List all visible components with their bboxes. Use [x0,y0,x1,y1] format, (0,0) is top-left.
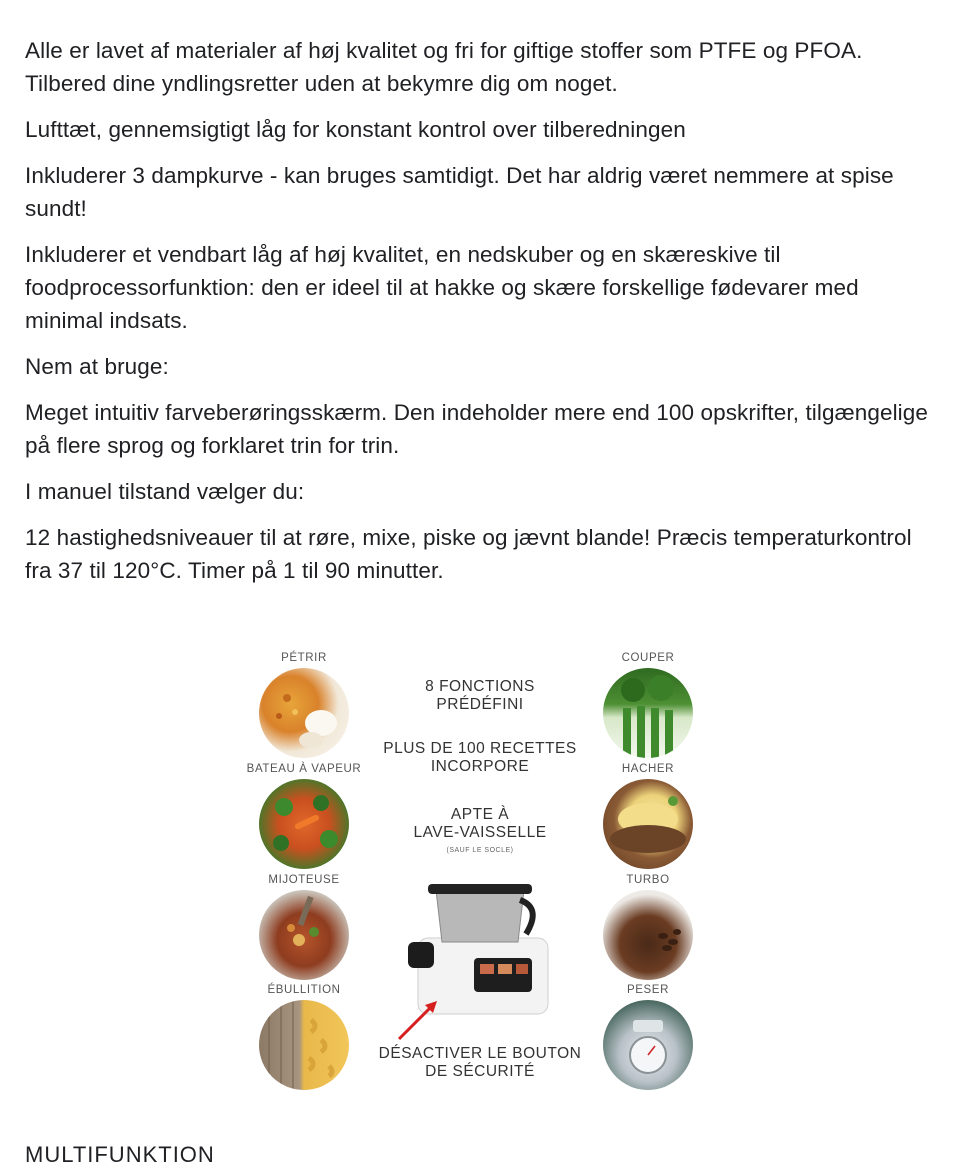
label-couper: COUPER [621,652,675,664]
paragraph-lid: Lufttæt, gennemsigtigt låg for konstant kontrol over tilberedningen [25,117,686,142]
paragraph-materials: Alle er lavet af materialer af høj kvalitet og fri for giftige stoffer som PTFE og PFOA. Tilbered dine yndlingsretter uden at bekymre dig om noget. [25,38,863,96]
minced-food-image [603,779,693,869]
functions-caption: 8 FONCTIONS PRÉDÉFINI [425,678,535,713]
paragraph-speed-levels: 12 hastighedsniveauer til at røre, mixe, piske og jævnt blande! Præcis temperaturkontrol fra 37 til 120°C. Timer på 1 til 90 minutter. [25,525,912,583]
safety-caption: DÉSACTIVER LE BOUTON DE SÉCURITÉ [378,1045,582,1080]
label-turbo: TURBO [626,874,670,886]
label-bateau-vapeur: BATEAU À VAPEUR [246,763,362,775]
label-petrir: PÉTRIR [281,652,327,664]
cutoff-heading: MULTIFUNKTION [25,1142,215,1167]
coffee-grounds-image [603,890,693,980]
paragraph-easy-use: Nem at bruge: [25,354,169,379]
pasta-image [259,1000,349,1090]
label-mijoteuse: MIJOTEUSE [268,874,340,886]
kitchen-scale-image [603,1000,693,1090]
paragraph-accessories: Inkluderer et vendbart låg af høj kvalitet, en nedskuber og en skæreskive til foodprocessorfunktion: den er ideel til at hakke og skære forskellige fødevarer med minimal indsats. [25,242,859,333]
dishwasher-caption: APTE À LAVE-VAISSELLE (SAUF LE SOCLE) [413,806,547,854]
product-feature-image [238,640,722,1102]
label-peser: PESER [627,984,669,996]
description-text [25,34,937,600]
dough-image [259,668,349,758]
label-ebullition: ÉBULLITION [267,984,341,996]
paragraph-manual-mode: I manuel tilstand vælger du: [25,479,305,504]
recipes-caption: PLUS DE 100 RECETTES INCORPORE [383,740,577,775]
steamed-vegetables-image [259,779,349,869]
paragraph-touchscreen: Meget intuitiv farveberøringsskærm. Den indeholder mere end 100 opskrifter, tilgængelige på flere sprog og forklaret trin for trin. [25,400,928,458]
stew-image [259,890,349,980]
paragraph-steam-baskets: Inkluderer 3 dampkurve - kan bruges samtidigt. Det har aldrig været nemmere at spise sundt! [25,163,894,221]
chopped-vegetables-image [603,668,693,758]
arrow-icon [393,995,453,1045]
label-hacher: HACHER [621,763,675,775]
